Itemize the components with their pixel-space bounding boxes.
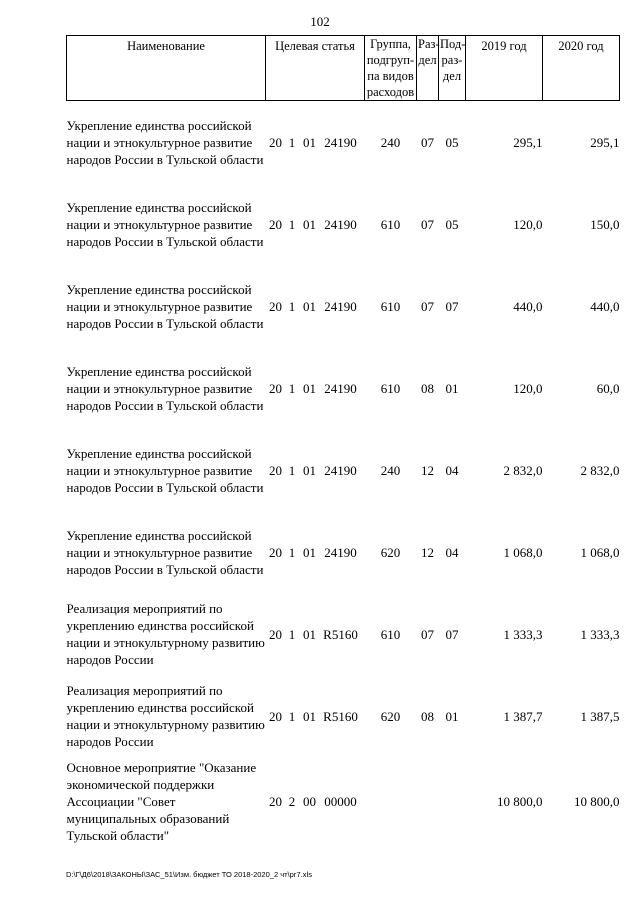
header-year-2020: 2020 год	[543, 36, 620, 101]
target-subprogram: 1	[288, 298, 296, 314]
budget-table	[66, 35, 620, 845]
row-amount-2019: 120,0	[513, 216, 543, 232]
row-target-article	[266, 347, 365, 429]
row-subsection: 01	[445, 380, 459, 396]
table-row	[67, 757, 620, 845]
header-year-2019: 2019 год	[466, 36, 543, 101]
row-amount-2019: 1 387,7	[503, 708, 543, 724]
row-subsection: 05	[445, 216, 459, 232]
header-subsection: Под-раз-дел	[439, 36, 466, 101]
target-subprogram: 1	[288, 626, 296, 642]
table-row	[67, 101, 620, 184]
row-amount-2020: 1 068,0	[580, 544, 620, 560]
target-event: 01	[303, 544, 316, 560]
row-section: 07	[421, 216, 434, 232]
row-expense-group: 610	[380, 216, 401, 232]
table-body	[67, 101, 620, 846]
row-amount-2020: 440,0	[590, 298, 620, 314]
target-program: 20	[269, 544, 282, 560]
file-path-footer: D:\Г\Д6\2018\ЗАКОНЫ\ЗАС_51\Изм. бюджет ТО 2018-2020_2 чт\рг7.xls	[66, 870, 312, 879]
target-code: 24190	[324, 380, 357, 396]
table-row	[67, 429, 620, 511]
row-target-article	[266, 511, 365, 593]
target-program: 20	[269, 298, 282, 314]
row-target-article	[266, 757, 365, 845]
row-target-article	[266, 101, 365, 184]
table-row	[67, 183, 620, 265]
row-section: 07	[421, 626, 434, 642]
row-section: 07	[421, 134, 434, 150]
target-subprogram: 1	[288, 708, 296, 724]
row-amount-2020: 150,0	[590, 216, 620, 232]
row-name: Реализация мероприятий по укреплению единства российской нации и этнокультурному развитию народов России	[66, 601, 265, 667]
table-header-row	[67, 36, 620, 101]
row-expense-group: 610	[380, 380, 401, 396]
row-subsection: 04	[445, 462, 459, 478]
target-code: 00000	[324, 793, 357, 809]
row-amount-2019: 120,0	[513, 380, 543, 396]
target-subprogram: 1	[288, 134, 296, 150]
target-event: 01	[303, 626, 316, 642]
target-code: R5160	[323, 708, 358, 724]
target-event: 01	[303, 298, 316, 314]
row-amount-2020: 60,0	[596, 380, 620, 396]
target-subprogram: 2	[288, 793, 296, 809]
row-amount-2020: 295,1	[590, 134, 620, 150]
table-row	[67, 675, 620, 757]
row-target-article	[266, 675, 365, 757]
header-section: Раз-дел	[417, 36, 439, 101]
row-amount-2019: 295,1	[513, 134, 543, 150]
row-amount-2020: 2 832,0	[580, 462, 620, 478]
row-section: 07	[421, 298, 434, 314]
row-amount-2019: 1 068,0	[503, 544, 543, 560]
table-row	[67, 593, 620, 675]
row-subsection: 07	[445, 298, 459, 314]
row-expense-group: 610	[380, 626, 401, 642]
row-name: Укрепление единства российской нации и этнокультурное развитие народов России в Тульской области	[66, 281, 264, 331]
row-amount-2020: 10 800,0	[574, 793, 620, 809]
target-subprogram: 1	[288, 216, 296, 232]
target-code: 24190	[324, 462, 357, 478]
target-code: 24190	[324, 298, 357, 314]
row-name: Основное мероприятие "Оказание экономической поддержки Ассоциации "Совет муниципальных образований Тульской области"	[66, 759, 257, 843]
row-expense-group: 240	[380, 134, 401, 150]
row-expense-group: 620	[380, 708, 401, 724]
target-subprogram: 1	[288, 544, 296, 560]
table-row	[67, 511, 620, 593]
header-name: Наименование	[67, 36, 266, 101]
target-program: 20	[269, 134, 282, 150]
row-name: Укрепление единства российской нации и этнокультурное развитие народов России в Тульской области	[66, 445, 264, 495]
row-amount-2020: 1 333,3	[580, 626, 620, 642]
row-section: 12	[421, 462, 434, 478]
target-event: 01	[303, 134, 316, 150]
row-section: 08	[421, 380, 434, 396]
row-section: 12	[421, 544, 434, 560]
row-expense-group: 620	[380, 544, 401, 560]
header-expense-group: Группа, подгруп-па видов расходов	[365, 36, 417, 101]
row-target-article	[266, 429, 365, 511]
row-amount-2019: 2 832,0	[503, 462, 543, 478]
row-expense-group	[365, 757, 417, 845]
target-code: 24190	[324, 544, 357, 560]
row-target-article	[266, 265, 365, 347]
target-program: 20	[269, 462, 282, 478]
target-subprogram: 1	[288, 380, 296, 396]
table-row	[67, 265, 620, 347]
row-name: Реализация мероприятий по укреплению единства российской нации и этнокультурному развитию народов России	[66, 683, 265, 749]
target-code: 24190	[324, 216, 357, 232]
row-expense-group: 610	[380, 298, 401, 314]
row-section: 08	[421, 708, 434, 724]
target-program: 20	[269, 380, 282, 396]
target-program: 20	[269, 708, 282, 724]
target-event: 01	[303, 708, 316, 724]
row-section	[417, 757, 439, 845]
row-subsection: 05	[445, 134, 459, 150]
target-program: 20	[269, 216, 282, 232]
target-event: 01	[303, 380, 316, 396]
table-row	[67, 347, 620, 429]
target-event: 00	[303, 793, 316, 809]
target-subprogram: 1	[288, 462, 296, 478]
row-amount-2019: 1 333,3	[503, 626, 543, 642]
target-event: 01	[303, 462, 316, 478]
row-subsection: 04	[445, 544, 459, 560]
row-name: Укрепление единства российской нации и этнокультурное развитие народов России в Тульской области	[66, 117, 264, 167]
row-amount-2020: 1 387,5	[580, 708, 620, 724]
target-program: 20	[269, 626, 282, 642]
row-subsection: 07	[445, 626, 459, 642]
target-code: R5160	[323, 626, 358, 642]
row-name: Укрепление единства российской нации и этнокультурное развитие народов России в Тульской области	[66, 199, 264, 249]
target-code: 24190	[324, 134, 357, 150]
row-target-article	[266, 183, 365, 265]
row-name: Укрепление единства российской нации и этнокультурное развитие народов России в Тульской области	[66, 363, 264, 413]
page-number: 102	[310, 14, 330, 29]
row-subsection	[439, 757, 466, 845]
target-program: 20	[269, 793, 282, 809]
row-target-article	[266, 593, 365, 675]
row-amount-2019: 440,0	[513, 298, 543, 314]
row-expense-group: 240	[380, 462, 401, 478]
row-subsection: 01	[445, 708, 459, 724]
target-event: 01	[303, 216, 316, 232]
row-name: Укрепление единства российской нации и этнокультурное развитие народов России в Тульской области	[66, 527, 264, 577]
row-amount-2019: 10 800,0	[497, 793, 543, 809]
header-target-article: Целевая статья	[266, 36, 365, 101]
